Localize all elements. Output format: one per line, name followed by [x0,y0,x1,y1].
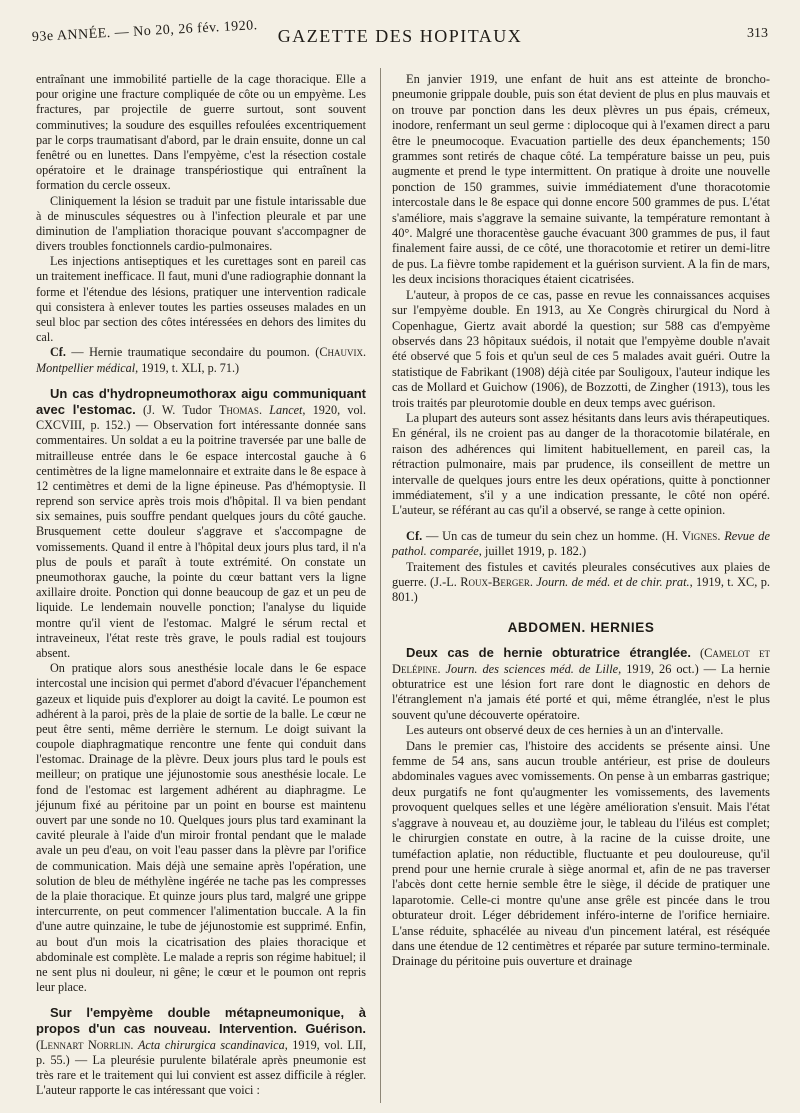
page-header [0,0,800,60]
cf-text: — Un cas de tumeur du sein chez un homme. (H. [422,528,682,543]
paragraph: Les injections antiseptiques et les curettages sont en pareil cas un traitement inefficace. Il faut, muni d'une radiographie donnant la forme et l'étendue des lésions, pratiquer une intervention radicale qui consistera à enlever toutes les parties osseuses malades en un seul bloc par section des côtes intéressées en dehors des limites du cal. [36,254,366,345]
cf-author: Vignes [681,528,718,543]
article-body: — La pleurésie purulente bilatérale après pneumonie est très rare et le traitement qui lui convient est assez difficile à régler. L'auteur rapporte le cas intéressant que voici : [36,1052,367,1098]
column-rule [380,68,381,1103]
article-ref: , 1919, 26 oct.) [618,661,699,676]
cf-reference: Cf. — Hernie traumatique secondaire du poumon. (Chauvix. Montpellier médical, 1919, t. XLI, p. 71.) [36,345,366,375]
article-journal: Acta chirurgica scandinavica [137,1037,285,1052]
cf-label: Cf. [406,528,423,543]
article-ref: , 1920, vol. CXCVIII, p. 152.) [36,402,366,433]
article-title: Deux cas de hernie obturatrice étranglée. [406,645,691,661]
article-journal: Lancet [269,402,303,417]
paragraph: On pratique alors sous anesthésie locale dans le 6e espace intercostal une incision qui permet d'abord d'évacuer l'épanchement gazeux et liquide puis d'explorer au doigt la cavité. Le poumon est adhérent à la paroi, près de la plaie de sortie de la balle. Le cœur ne peut être senti, même derrière le sternum. Le doigt suivant la coupole diaphragmatique rencontre une fente qui conduit dans l'estomac. Drainage de la plèvre. Deux jours plus tard le pouls est meilleur; on pratique une jéjunostomie sous anesthésie locale. Le fond de l'estomac est largement adhérent au diaphragme. Le jéjunum fixé au péritoine par un point en bourse est maintenu ouvert par une sonde no 10. Quelques jours plus tard examinant la cavité pleurale à l'aide d'un miroir frontal pendant que le malade avale un peu d'eau, on voit l'eau passer dans la plèvre par l'orifice de communication. Mais déjà une semaine après l'opération, une solution de bleu de méthylène ingérée ne tache pas les compresses de la plaie thoracique. Et quinze jours plus tard, malgré une grippe intercurrente, on peut commencer l'alimentation buccale. A la fin d'une autre quinzaine, le tube de jéjunostomie est supprimé. Enfin, au bout d'un mois la cicatrisation des plaies thoracique et abdominale est complète. Le malade a repris son régime habituel; il ne sent plus ni douleur, ni gêne; le cœur et le poumon ont repris leur place. [36,661,366,995]
ref-journal: Journ. de méd. et de chir. prat. [536,575,690,589]
article-author: Thomas [218,402,259,417]
article-hernie: Deux cas de hernie obturatrice étranglée. (Camelot et Delépine. Journ. des sciences méd. de Lille, 1919, 26 oct.) — La hernie obturatrice est une lésion fort rare dont le diagnostic en dehors de l'étranglement n'a jamais été porté et qui, même étranglée, n'est le plus souvent qu'une découverte opératoire. [392,645,770,722]
ref-detail: , 1919, t. XC, p. 801.) [392,575,770,605]
paragraph: entraînant une immobilité partielle de la cage thoracique. Elle a pour origine une fracture compliquée de côte ou un empyème. Les fractures, par projectile de guerre surtout, sont souvent comminutives; la soudure des esquilles refoulées excentriquement par le corps traumatisant d'abord, par le drain ensuite, donne un cal fenêtré ou en lunettes. Dans l'empyème, c'est la résection costale opératoire et le drainage transpériostique qui entraînent la formation du cercle osseux. [36,72,366,193]
cf-reference: Cf. — Un cas de tumeur du sein chez un homme. (H. Vignes. Revue de pathol. comparée, juillet 1919, p. 182.) [392,528,770,559]
cf-journal: Revue de pathol. comparée [392,528,770,559]
article-empyeme: Sur l'empyème double métapneumonique, à propos d'un cas nouveau. Intervention. Guérison. (Lennart Norrlin. Acta chirurgica scandinavica, 1919, vol. LII, p. 55.) — La pleurésie purulente bilatérale après pneumonie est très rare et le traitement qui lui convient est assez difficile à régler. L'auteur rapporte le cas intéressant que voici : [36,1005,367,1098]
section-heading: ABDOMEN. HERNIES [507,619,655,635]
paragraph: En janvier 1919, une enfant de huit ans est atteinte de broncho-pneumonie grippale double, puis son état devient de plus en plus mauvais et on trouve par ponction dans les deux plèvres un pus épais, crémeux, inodore, renfermant un seul germe : diplocoque qui à l'examen direct a paru être le pneumocoque. Evacuation partielle des deux épanchements; 150 grammes sont retirés de chaque côté. La température baisse un peu, puis augmente et prend le type intermittent. On pratique à droite une nouvelle ponction de 150 grammes, suivie immédiatement d'une thoracotomie intercostale dans le 8e espace qui donne encore 500 grammes de pus. L'état s'améliore, mais s'aggrave la semaine suivante, la température remontant à 40°. Malgré une thoracentèse gauche évacuant 300 grammes de pus, il faut finalement faire aussi, de ce côté, une thoracotomie et retirer un demi-litre de pus. La fièvre tombe rapidement et la guérison survient. A la fin de mars, les deux incisions thoraciques étaient cicatrisées. [392,72,770,287]
cf-ref: , juillet 1919, p. 182.) [478,544,587,559]
article-author: Camelot et Delépine [392,646,770,676]
article-title: Un cas d'hydropneumothorax aigu communiquant avec l'estomac. [36,385,366,417]
article-ref: , 1919, vol. LII, p. 55.) [36,1037,367,1067]
article-body: — La hernie obturatrice est une lésion fort rare dont le diagnostic en dehors de l'étranglement n'a jamais été porté et qui, même étranglée, n'est le plus souvent qu'une découverte opératoire. [392,661,770,722]
cf-label: Cf. [50,345,66,360]
journal-title: GAZETTE DES HOPITAUX [277,26,523,46]
ref-author: Roux-Berger [460,575,530,589]
article-hydropneumothorax: Un cas d'hydropneumothorax aigu communiquant avec l'estomac. (J. W. Tudor Thomas. Lancet, 1920, vol. CXCVIII, p. 152.) — Observation fort intéressante donnée sans commentaires. Un soldat a eu la poitrine traversée par une balle de mitrailleuse entrée dans le 6e espace intercostal gauche à 6 centimètres de la ligne mamelonnaire et extraite dans le 8e espace à 12 centimètres et demi de la ligne épineuse. Pas d'hémoptysie. Il reprend son service après trois mois d'hôpital. Il va bien pendant six semaines, puis souffre pendant quelques jours du côté gauche. Brusquement cette douleur s'aggrave et s'accompagne de vomissements. Quand il entre à l'hôpital deux jours plus tard, il n'a plus de pouls et paraît à toute extrémité. On constate un pneumothorax gauche, la pointe du cœur battant vers la ligne axillaire droite. Ponction qui donne beaucoup de gaz et un peu de liquide. Le lendemain nouvelle ponction; l'analyse du liquide montre qu'il vient de l'estomac. Malgré le sérum rectal et intraveineux, l'état reste très grave, le pouls radial est toujours absent. [36,385,366,660]
paragraph: Les auteurs ont observé deux de ces hernies à un an d'intervalle. [406,723,724,738]
cf-ref: , 1919, t. XLI, p. 71.) [135,360,240,375]
right-column [392,72,770,970]
reference-fistules: Traitement des fistules et cavités pleurales consécutives aux plaies de guerre. (J.-L. Roux-Berger. Journ. de méd. et de chir. prat., 1919, t. XC, p. 801.) [392,559,770,605]
cf-text: — Hernie traumatique secondaire du poumon. ( [65,345,320,360]
paragraph: Dans le premier cas, l'histoire des accidents se présente ainsi. Une femme de 54 ans, sans aucun trouble antérieur, est prise de douleurs abdominales vagues avec vomissements. On pense à un embarras gastrique; deux purgatifs ne font qu'augmenter les vomissements, des lavements provoquent quelques selles et une légère amélioration s'ensuit. Mais l'état s'aggrave à nouveau et, au douzième jour, le tableau du l'iléus est complet; le chirurgien constate en outre, à la racine de la cuisse droite, une tuméfaction aplatie, non réductible, fluctuante et peu douloureuse, qu'il prend pour une hernie crurale à siège anormal et, afin de ne pas traverser l'abcès dont cette hernie semble être le siège, il décide de pratiquer une laparotomie. Celle-ci montre qu'une anse grêle est pincée dans le trou obturateur droit. Léger débridement inféro-interne de l'orifice herniaire. L'anse réduite, sphacélée au niveau d'un pincement latéral, est réséquée dans une étendue de 12 centimètres et réparée par suture termino-terminale. Drainage du péritoine puis ouverture et drainage [392,738,770,969]
paragraph: L'auteur, à propos de ce cas, passe en revue les connaissances acquises sur l'empyème double. En 1913, au Xe Congrès chirurgical du Nord à Copenhague, Giertz avait abordé la question; sur 588 cas d'empyème observés dans 23 hôpitaux suédois, il notait que l'empyème double n'avait été observé que 5 fois et qu'un seul de ces 5 malades avait guéri. Outre la statistique de Fabrikant (1908) déjà citée par Souligoux, l'auteur indique les cas de Mollard et Guichow (1906), de Bozzotti, de Zingher (1913), tous les trois traités par pleurotomie double en deux temps avec guérison. [392,287,770,410]
article-author: Lennart Norrlin [40,1037,131,1052]
page-number: 313 [747,26,768,41]
cf-author: Chauvix [319,345,363,360]
issue-line: 93e ANNÉE. — No 20, 26 fév. 1920. [31,18,259,45]
cf-journal: Montpellier médical [36,360,136,375]
paragraph: La plupart des auteurs sont assez hésitants dans leurs avis thérapeutiques. En général, ils ne croient pas au danger de la thoracotomie bilatérale, en raison des adhérences qui limitent habituellement, en pareil cas, la rétraction pulmonaire, mais par prudence, ils conseillent de mettre un intervalle de quelques jours entre les deux opérations, quitte à ponctionner immédiatement, s'il y a une indication pressante, le côté non opéré. L'auteur, se référant au cas qu'il a observé, se range à cette opinion. [392,410,770,518]
left-column [36,72,366,1098]
paragraph: Cliniquement la lésion se traduit par une fistule intarissable due à de minuscules séquestres ou à l'infection pleurale et par une diminution de l'ampliation thoracique pouvant s'accompagner de divers troubles fonctionnels cardio-pulmonaires. [36,193,366,254]
article-journal: Journ. des sciences méd. de Lille [445,661,619,676]
article-title: Sur l'empyème double métapneumonique, à propos d'un cas nouveau. Intervention. Guérison. [36,1005,366,1037]
article-body: — Observation fort intéressante donnée sans commentaires. Un soldat a eu la poitrine traversée par une balle de mitrailleuse entrée dans le 6e espace intercostal gauche à 6 centimètres de la ligne mamelonnaire et extraite dans le 8e espace à 12 centimètres et demi de la ligne épineuse. Pas d'hémoptysie. Il reprend son service après trois mois d'hôpital. Il va bien pendant six semaines, puis souffre pendant quelques jours du côté gauche. Brusquement cette douleur s'aggrave et s'accompagne de vomissements. Quand il entre à l'hôpital deux jours plus tard, il n'a plus de pouls et paraît à toute extrémité. On constate un pneumothorax gauche, la pointe du cœur battant vers la ligne axillaire droite. Ponction qui donne beaucoup de gaz et un peu de liquide. Le lendemain nouvelle ponction; l'analyse du liquide montre qu'il vient de l'estomac. Malgré le sérum rectal et intraveineux, l'état reste très grave, le pouls radial est toujours absent. [36,418,366,660]
